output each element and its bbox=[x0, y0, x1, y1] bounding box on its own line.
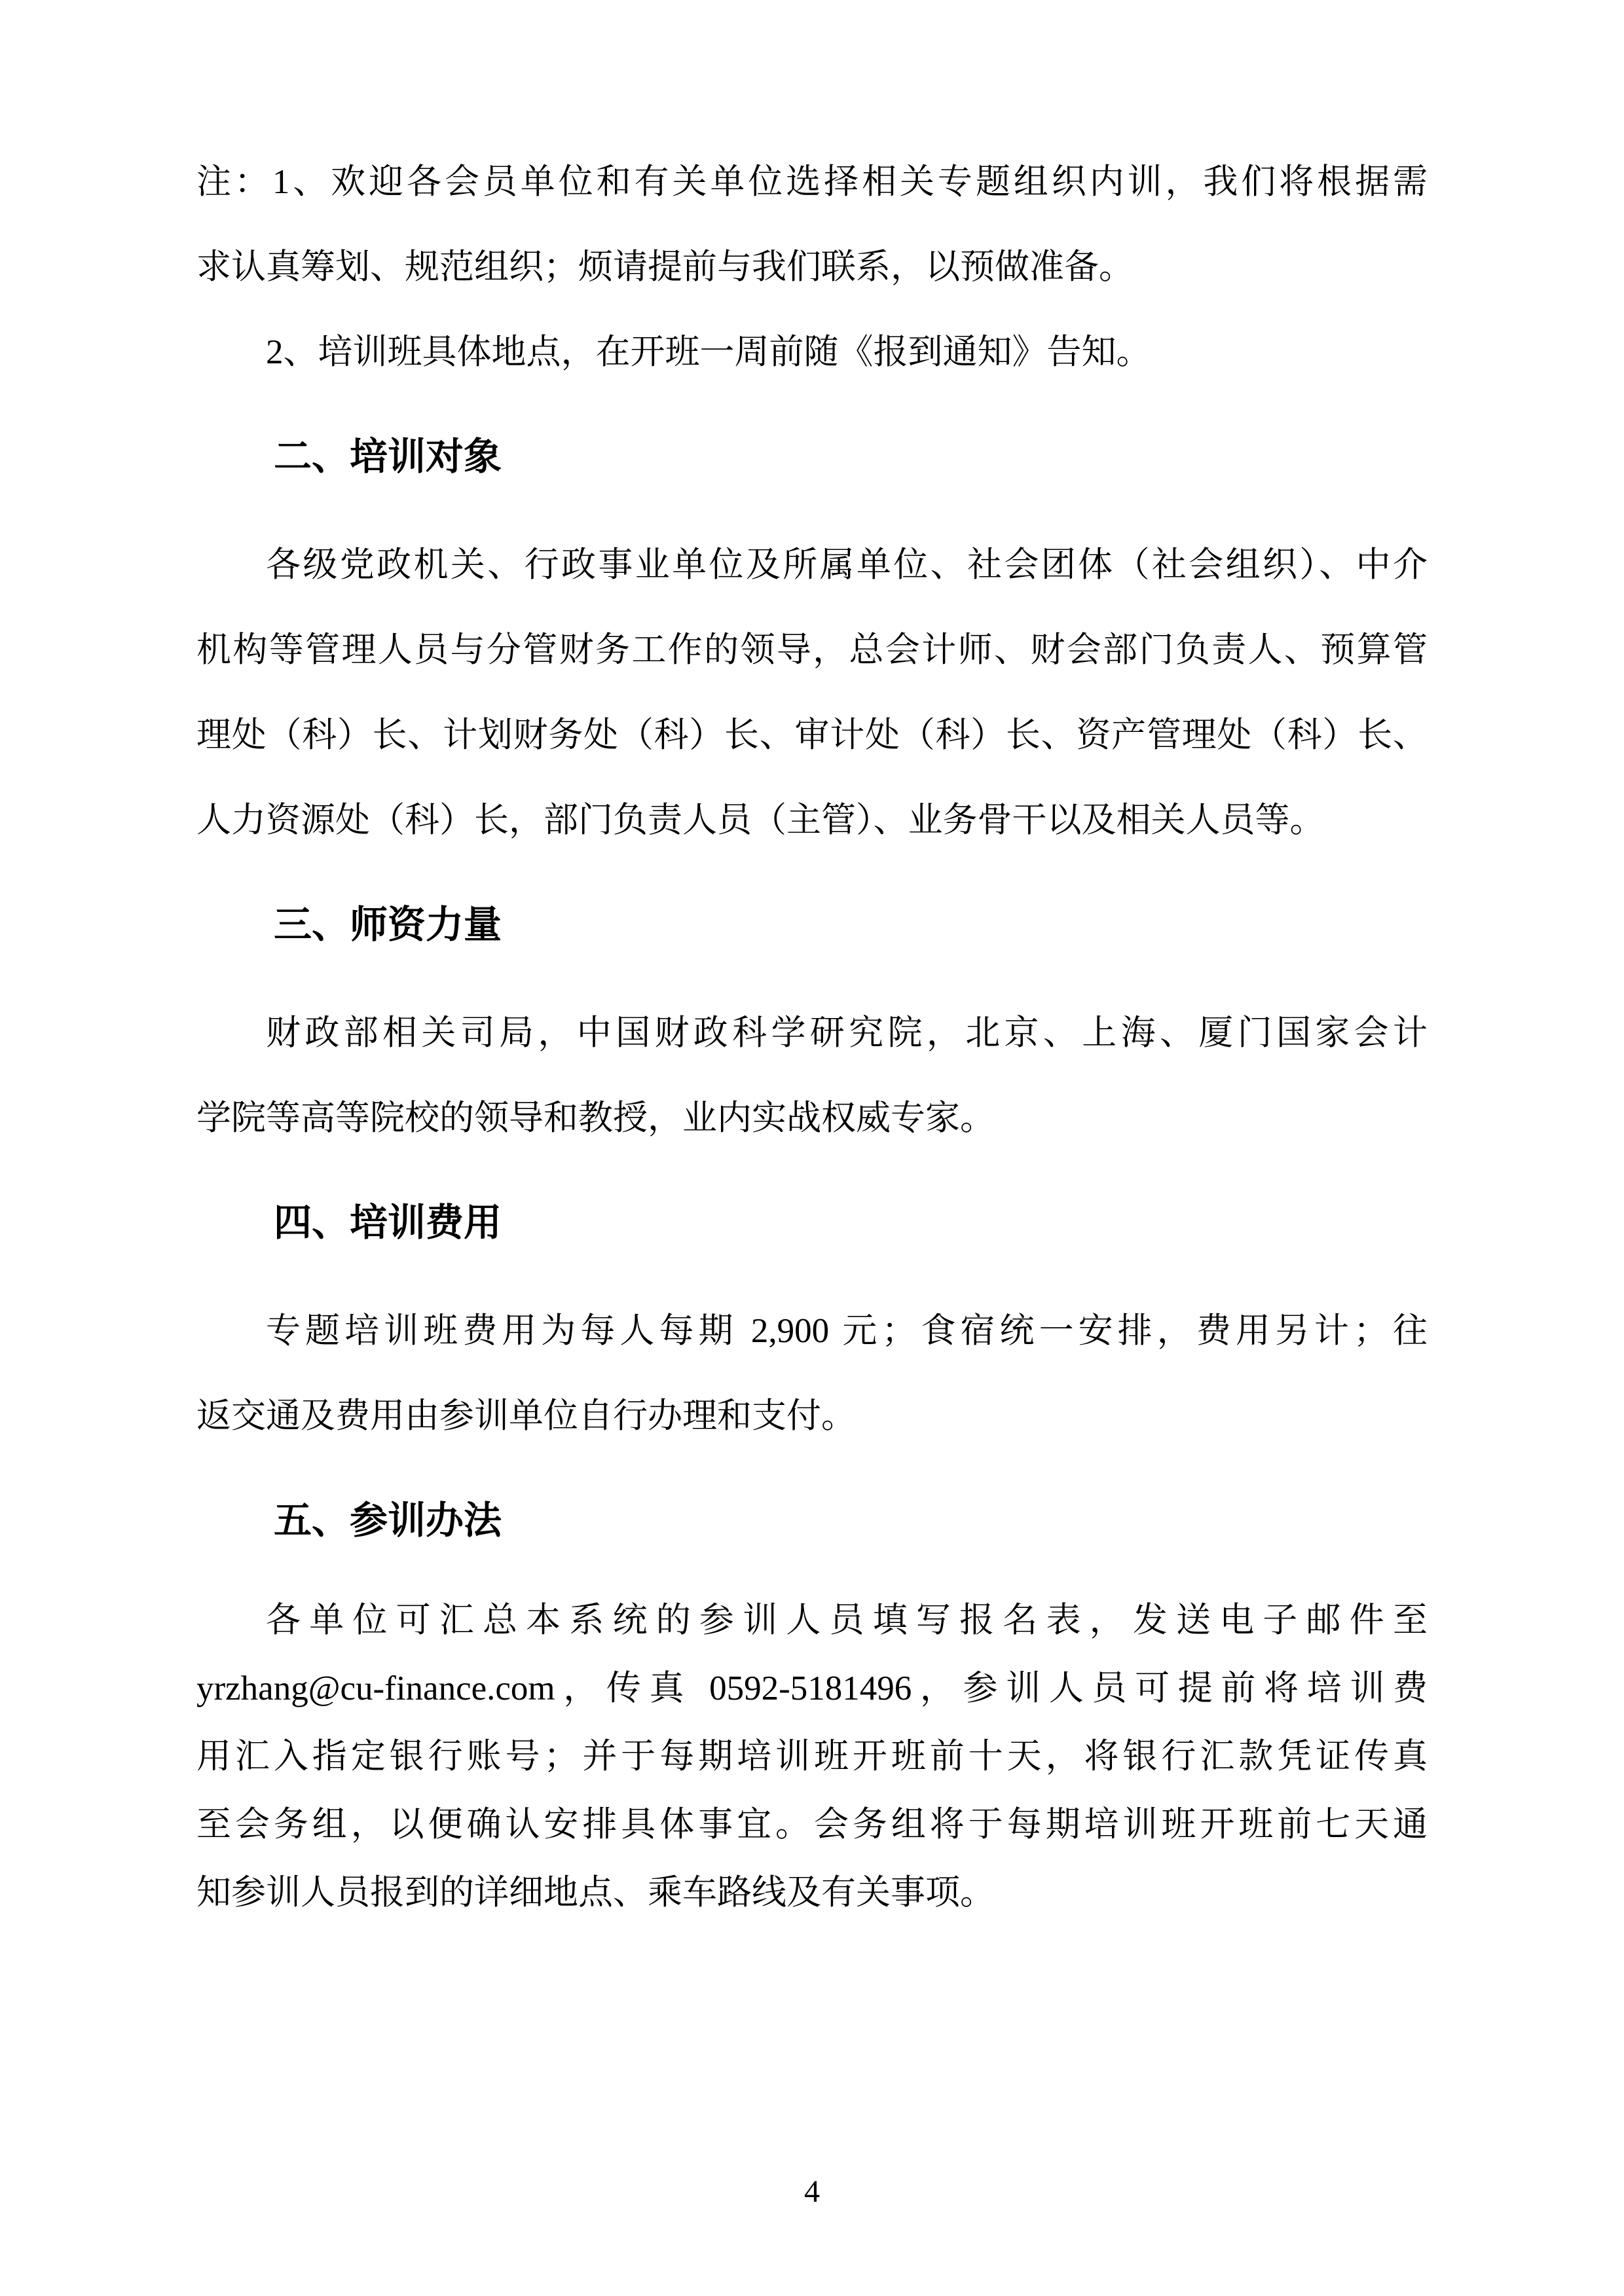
body-line: 2、培训班具体地点，在开班一周前随《报到通知》告知。 bbox=[266, 333, 1151, 371]
section-training-audience bbox=[196, 414, 1428, 863]
body-line: 财政部相关司局，中国财政科学研究院，北京、上海、厦门国家会计 bbox=[266, 1014, 1428, 1052]
section-training-fee bbox=[196, 1180, 1428, 1459]
body-line: 学院等高等院校的领导和教授，业内实战权威专家。 bbox=[196, 1099, 995, 1137]
body-line: 各单位可汇总本系统的参训人员填写报名表，发送电子邮件至 bbox=[266, 1601, 1428, 1639]
body-line: 理处（科）长、计划财务处（科）长、审计处（科）长、资产管理处（科）长、 bbox=[196, 716, 1428, 754]
body-line: 机构等管理人员与分管财务工作的领导，总会计师、财会部门负责人、预算管 bbox=[196, 631, 1428, 669]
section-heading: 二、培训对象 bbox=[274, 435, 502, 478]
section-registration-method bbox=[196, 1478, 1428, 1927]
body-line: 知参训人员报到的详细地点、乘车路线及有关事项。 bbox=[196, 1874, 995, 1912]
note-paragraph bbox=[196, 139, 1428, 395]
section-heading: 三、师资力量 bbox=[274, 903, 502, 946]
section-heading: 五、参训办法 bbox=[274, 1499, 502, 1542]
body-line: 用汇入指定银行账号；并于每期培训班开班前十天，将银行汇款凭证传真 bbox=[196, 1738, 1428, 1776]
body-line: yrzhang@cu-finance.com，传真 0592-5181496，参训人员可提前将培训费 bbox=[196, 1669, 1428, 1707]
body-line: 各级党政机关、行政事业单位及所属单位、社会团体（社会组织）、中介 bbox=[266, 546, 1428, 584]
body-line: 返交通及费用由参训单位自行办理和支付。 bbox=[196, 1397, 856, 1435]
body-line: 注：1、欢迎各会员单位和有关单位选择相关专题组织内训，我们将根据需 bbox=[196, 163, 1428, 201]
body-line: 专题培训班费用为每人每期 2,900 元；食宿统一安排，费用另计；往 bbox=[266, 1312, 1428, 1350]
page-number: 4 bbox=[804, 2174, 820, 2209]
body-line: 求认真筹划、规范组织；烦请提前与我们联系，以预做准备。 bbox=[196, 248, 1134, 286]
body-line: 至会务组，以便确认安排具体事宜。会务组将于每期培训班开班前七天通 bbox=[196, 1806, 1428, 1844]
section-heading: 四、培训费用 bbox=[274, 1201, 502, 1244]
body-line: 人力资源处（科）长，部门负责人员（主管）、业务骨干以及相关人员等。 bbox=[196, 801, 1325, 839]
section-faculty bbox=[196, 883, 1428, 1161]
